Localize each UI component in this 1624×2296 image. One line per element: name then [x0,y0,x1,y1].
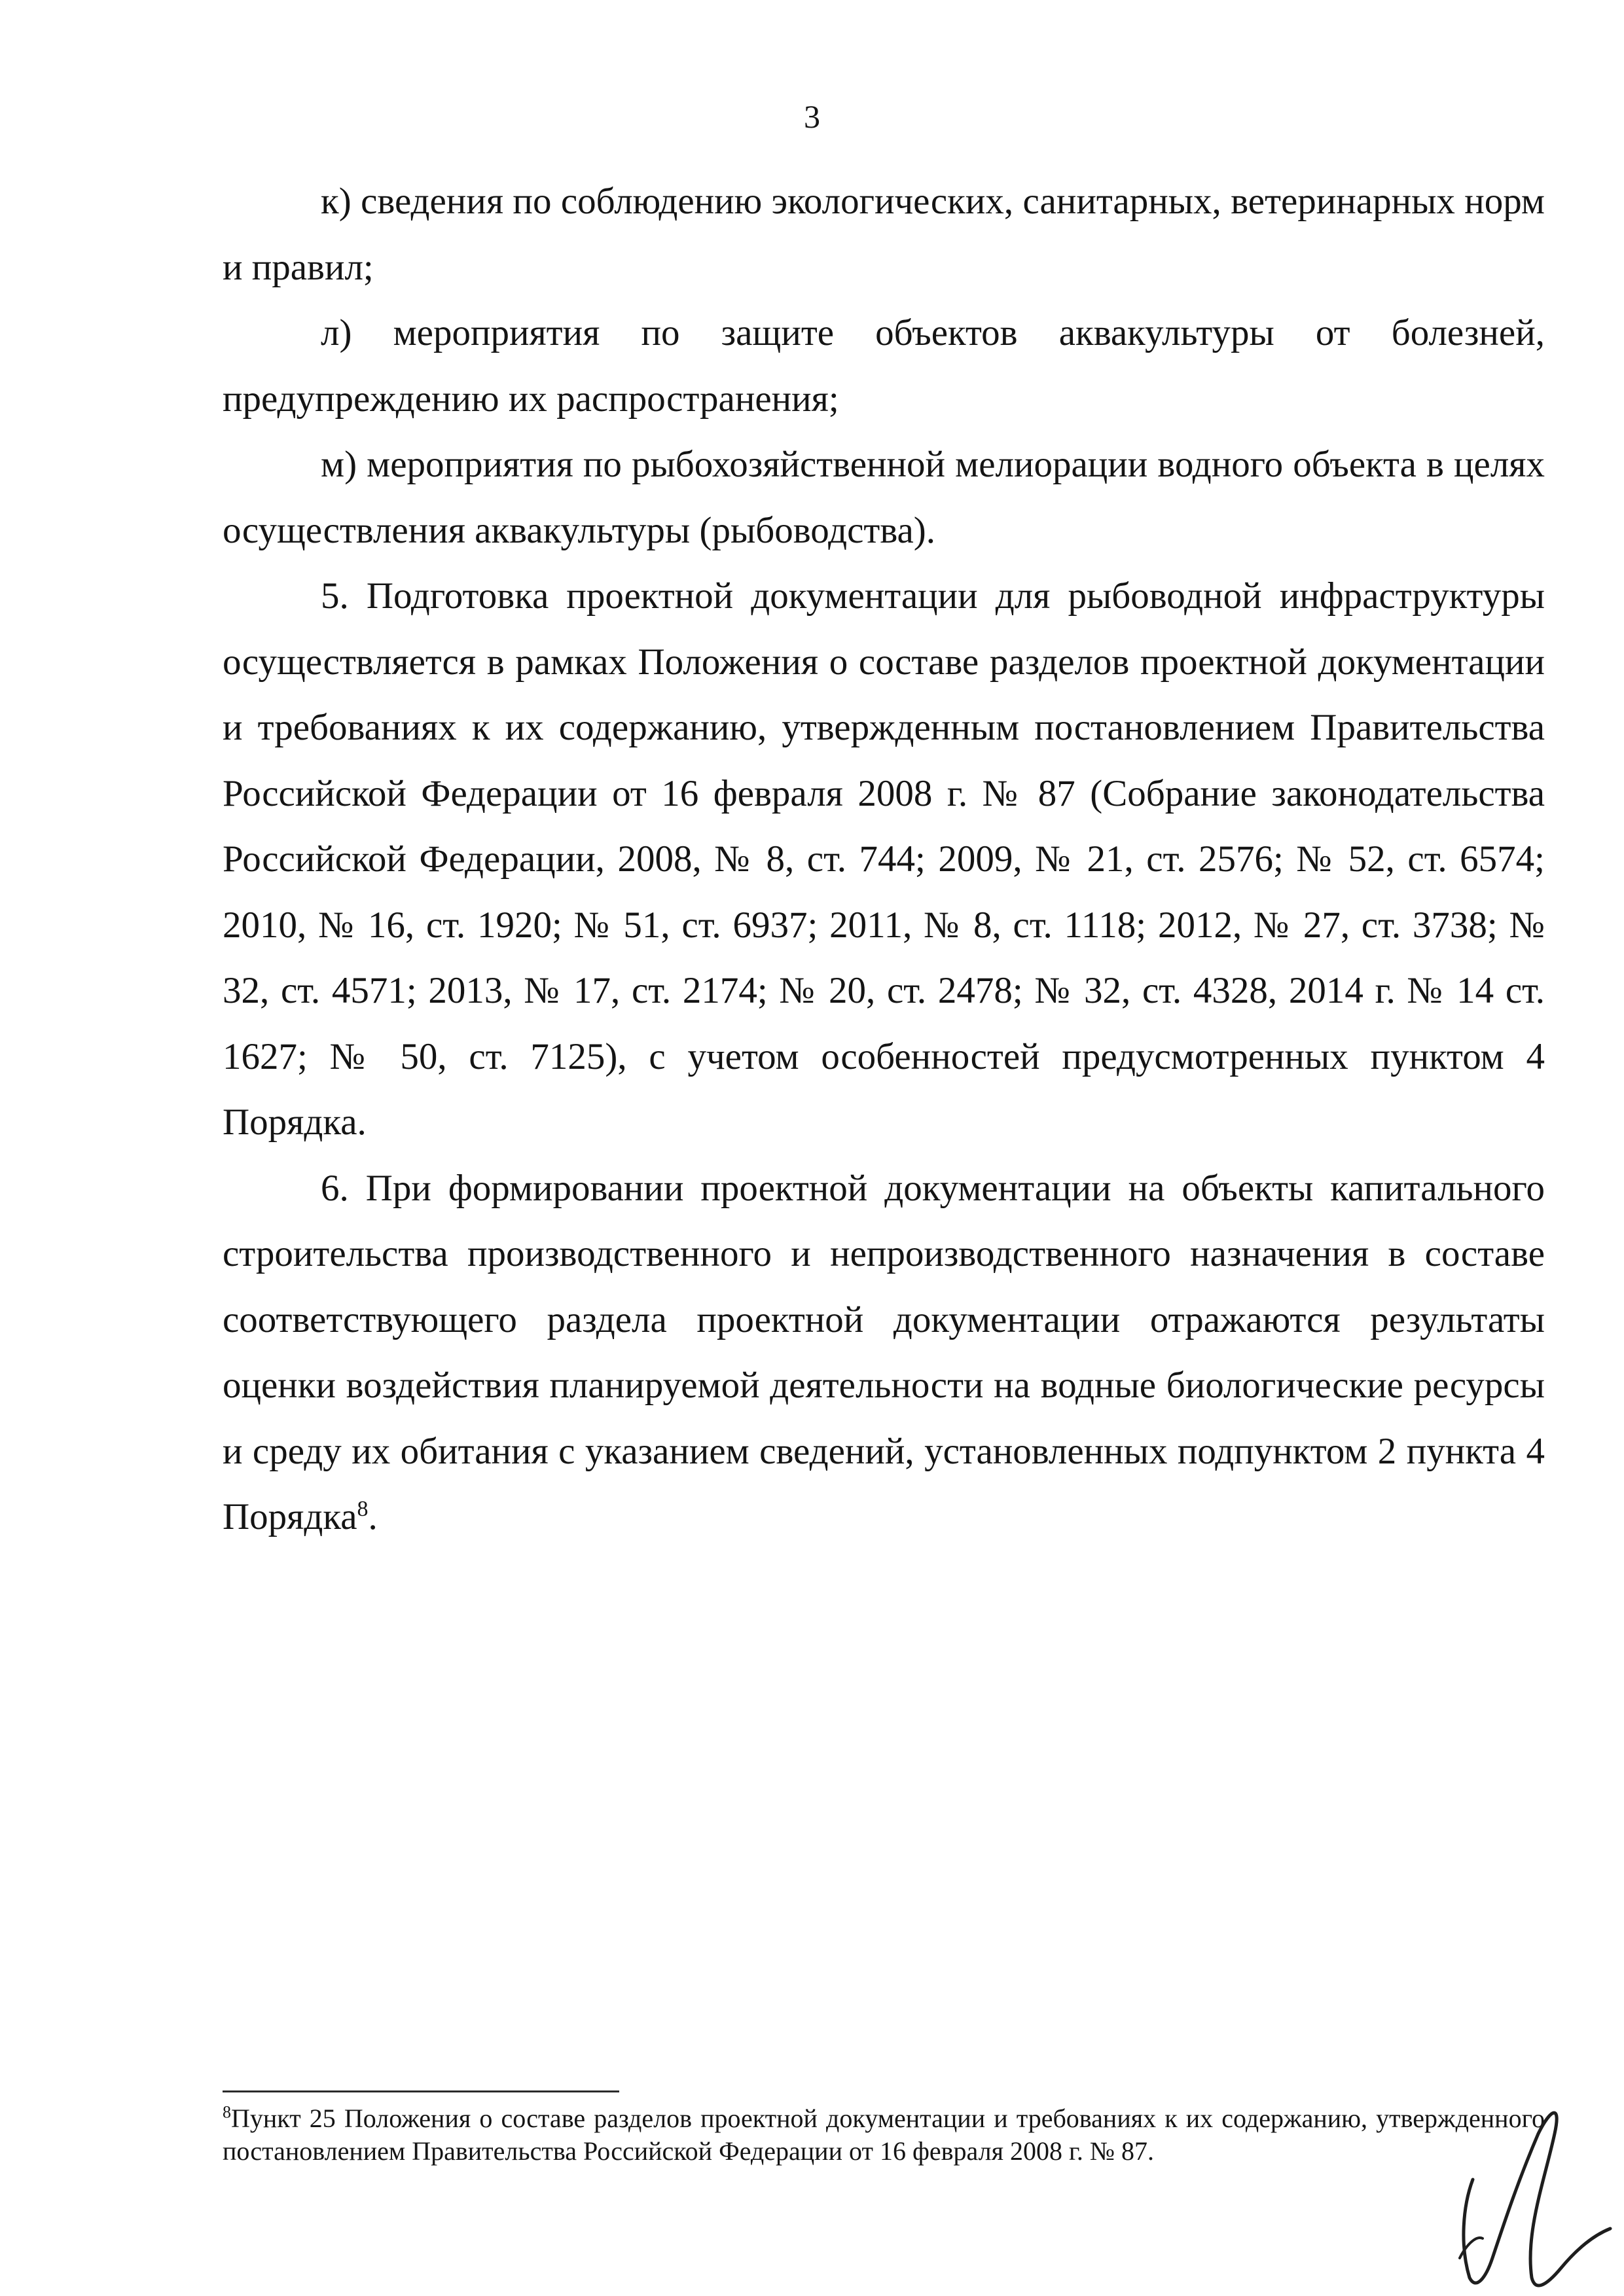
document-body [223,169,1545,1551]
paragraph-6 [223,1156,1545,1551]
paragraph-5: 5. Подготовка проектной документации для рыбоводной инфраструктуры осуществляется в рамках Положения о составе разделов проектной документации и требованиях к их содержанию, утвержденным постановлением Правительства Российской Федерации от 16 февраля 2008 г. № 87 (Собрание законодательства Российской Федерации, 2008, № 8, ст. 744; 2009, № 21, ст. 2576; № 52, ст. 6574; 2010, № 16, ст. 1920; № 51, ст. 6937; 2011, № 8, ст. 1118; 2012, № 27, ст. 3738; № 32, ст. 4571; 2013, № 17, ст. 2174; № 20, ст. 2478; № 32, ст. 4328, 2014 г. № 14 ст. 1627; № 50, ст. 7125), с учетом особенностей предусмотренных пунктом 4 Порядка. [223,575,1545,1143]
footnote-reference: 8 [357,1497,369,1521]
paragraph-m: м) мероприятия по рыбохозяйственной мелиорации водного объекта в целях осуществления аквакультуры (рыбоводства). [223,444,1545,551]
footnote-text: Пункт 25 Положения о составе разделов проектной документации и требованиях к их содержанию, утвержденного постановлением Правительства Российской Федерации от 16 февраля 2008 г. № 87. [223,2104,1545,2166]
page-number: 3 [804,98,820,135]
handwritten-signature [1447,2081,1617,2291]
footnote-marker: 8 [223,2102,231,2122]
footnote [223,2102,1545,2168]
paragraph-k: к) сведения по соблюдению экологических, санитарных, ветеринарных норм и правил; [223,181,1545,288]
footnote-separator [223,2090,619,2092]
paragraph-l: л) мероприятия по защите объектов аквакультуры от болезней, предупреждению их распространения; [223,312,1545,420]
paragraph-6-end: . [368,1496,378,1537]
paragraph-6-text: 6. При формировании проектной документации на объекты капитального строительства производственного и непроизводственного назначения в составе соответствующего раздела проектной документации отражаются результаты оценки воздействия планируемой деятельности на водные биологические ресурсы и среду их обитания с указанием сведений, установленных подпунктом 2 пункта 4 Порядка [223,1167,1545,1537]
